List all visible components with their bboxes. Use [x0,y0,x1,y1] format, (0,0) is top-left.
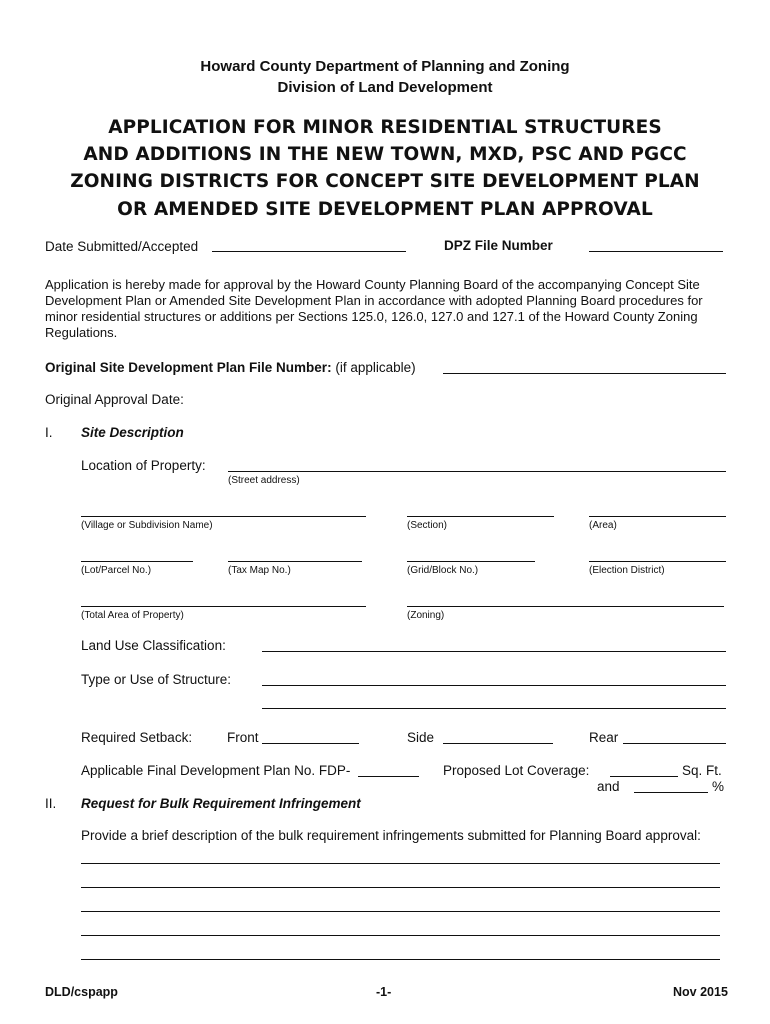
lot-parcel-field[interactable] [81,561,193,562]
grid-caption: (Grid/Block No.) [407,565,479,576]
total-area-field[interactable] [81,606,366,607]
and-label: and [597,779,620,794]
front-label: Front [227,730,259,745]
zoning-caption: (Zoning) [407,610,445,621]
lot-coverage-label: Proposed Lot Coverage: [443,763,590,778]
street-caption: (Street address) [228,475,300,486]
setback-label: Required Setback: [81,730,193,745]
section-1-number: I. [45,425,53,440]
side-label: Side [407,730,435,745]
lot-caption: (Lot/Parcel No.) [81,565,152,576]
original-approval-date-label: Original Approval Date: [45,392,184,407]
fdp-number-field[interactable] [358,776,419,777]
description-line-2[interactable] [81,887,720,888]
section-2-number: II. [45,796,57,811]
footer-date: Nov 2015 [673,985,728,999]
village-field[interactable] [81,516,366,517]
division-name: Division of Land Development [277,79,493,96]
sqft-label: Sq. Ft. [682,763,722,778]
rear-setback-field[interactable] [623,743,726,744]
land-use-field[interactable] [262,651,726,652]
department-name: Howard County Department of Planning and Zoning [200,58,570,75]
percent-label: % [712,779,725,794]
type-use-label: Type or Use of Structure: [81,672,232,687]
election-district-field[interactable] [589,561,726,562]
side-setback-field[interactable] [443,743,553,744]
street-address-field[interactable] [228,471,726,472]
footer-page-number: -1- [376,985,392,999]
original-sdp-field[interactable] [443,373,726,374]
tax-map-caption: (Tax Map No.) [228,565,291,576]
infringement-prompt: Provide a brief description of the bulk requirement infringements submitted for Planning Board approval: [81,828,701,843]
village-caption: (Village or Subdivision Name) [81,520,213,531]
type-use-field-1[interactable] [262,685,726,686]
lot-coverage-sqft-field[interactable] [610,776,678,777]
section-field[interactable] [407,516,554,517]
form-title-line-1: APPLICATION FOR MINOR RESIDENTIAL STRUCTURES [108,117,662,138]
form-title-line-4: OR AMENDED SITE DEVELOPMENT PLAN APPROVAL [117,199,653,220]
tax-map-field[interactable] [228,561,362,562]
section-caption: (Section) [407,520,448,531]
type-use-field-2[interactable] [262,708,726,709]
section-1-heading: Site Description [81,425,184,440]
fdp-label: Applicable Final Development Plan No. FDP- [81,763,351,778]
location-label: Location of Property: [81,458,206,473]
lot-coverage-percent-field[interactable] [634,792,708,793]
area-caption: (Area) [589,520,617,531]
election-caption: (Election District) [589,565,665,576]
description-line-5[interactable] [81,959,720,960]
description-line-3[interactable] [81,911,720,912]
grid-block-field[interactable] [407,561,535,562]
date-submitted-field[interactable] [212,251,406,252]
area-field[interactable] [589,516,726,517]
rear-label: Rear [589,730,619,745]
section-2-heading: Request for Bulk Requirement Infringement [81,796,361,811]
land-use-label: Land Use Classification: [81,638,226,653]
front-setback-field[interactable] [262,743,359,744]
zoning-field[interactable] [407,606,724,607]
original-sdp-note: (if applicable) [335,360,416,375]
date-submitted-label: Date Submitted/Accepted [45,239,199,254]
form-title-line-3: ZONING DISTRICTS FOR CONCEPT SITE DEVELOPMENT PLAN [70,171,700,192]
total-area-caption: (Total Area of Property) [81,610,184,621]
footer-form-code: DLD/cspapp [45,985,118,999]
description-line-4[interactable] [81,935,720,936]
application-statement: Application is hereby made for approval by the Howard County Planning Board of the accompanying Concept Site Development Plan or Amended Site Development Plan in accordance with adopted Planning Board procedures for minor residential structures or additions per Sections 125.0, 126.0, 127.0 and 127.1 of the Howard County Zoning Regulations. [45,277,703,340]
original-sdp-row [45,360,416,375]
dpz-file-number-field[interactable] [589,251,723,252]
description-line-1[interactable] [81,863,720,864]
dpz-file-number-label: DPZ File Number [444,238,553,253]
form-title-line-2: AND ADDITIONS IN THE NEW TOWN, MXD, PSC AND PGCC [83,144,687,165]
original-sdp-label: Original Site Development Plan File Number: [45,360,332,375]
